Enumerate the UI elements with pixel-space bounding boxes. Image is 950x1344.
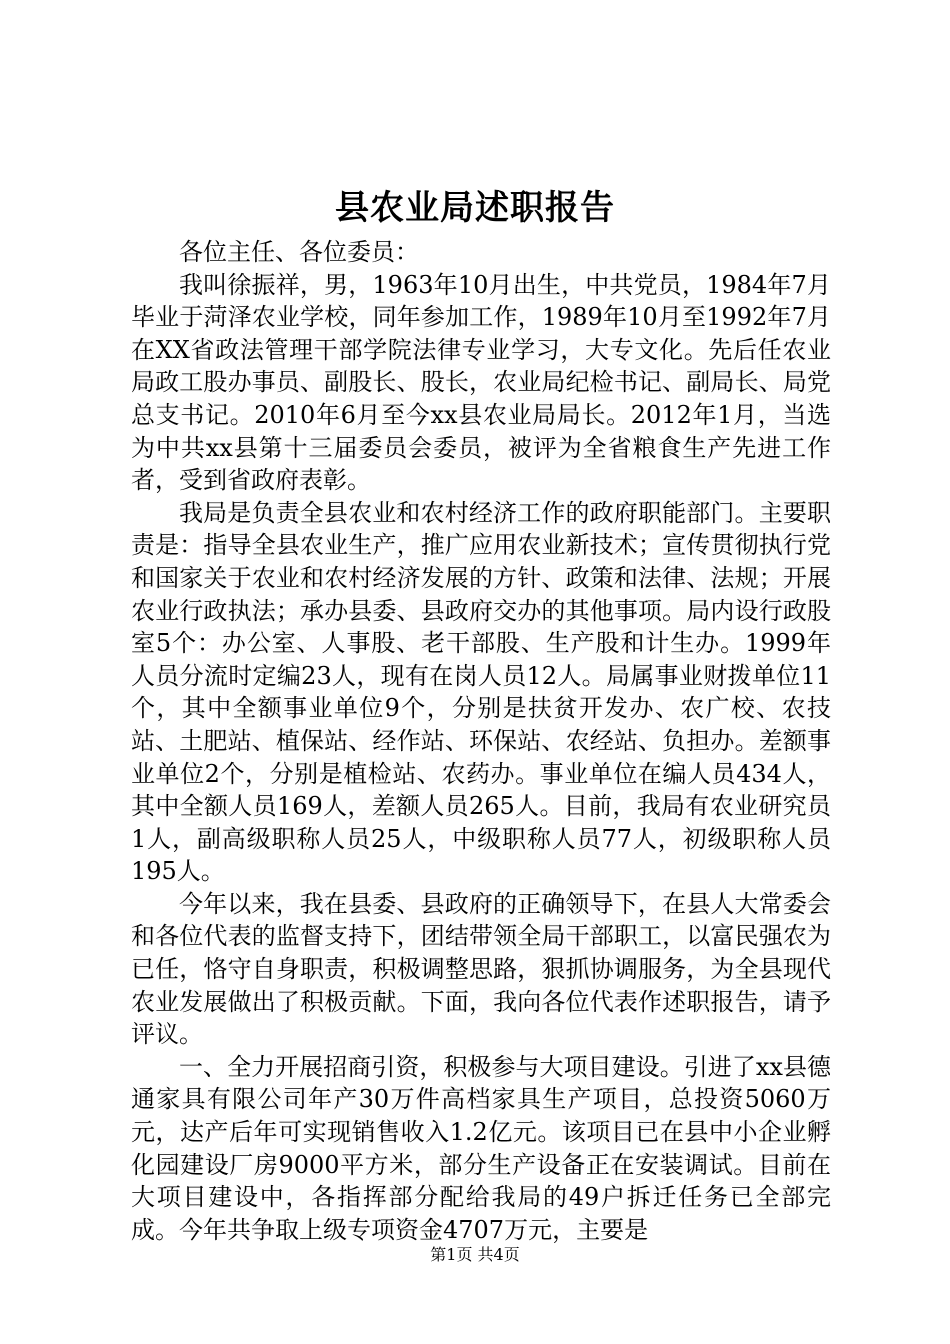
body-paragraph: 一、全力开展招商引资，积极参与大项目建设。引进了xx县德通家具有限公司年产30万件高档家具生产项目，总投资5060万元，达产后年可实现销售收入1.2亿元。该项目已在县中小企业孵化园建设厂房9000平方米，部分生产设备正在安装调试。目前在大项目建设中，各指挥部分配给我局的49户拆迁任务已全部完成。今年共争取上级专项资金4707万元，主要是: [131, 1052, 831, 1244]
body-paragraph: 我叫徐振祥，男，1963年10月出生，中共党员，1984年7月毕业于菏泽农业学校，同年参加工作，1989年10月至1992年7月在XX省政法管理干部学院法律专业学习，大专文化。先后任农业局政工股办事员、副股长、股长，农业局纪检书记、副局长、局党总支书记。2010年6月至今xx县农业局局长。2012年1月，当选为中共xx县第十三届委员会委员，被评为全省粮食生产先进工作者，受到省政府表彰。: [131, 270, 831, 495]
body-paragraph: 我局是负责全县农业和农村经济工作的政府职能部门。主要职责是：指导全县农业生产，推广应用农业新技术；宣传贯彻执行党和国家关于农业和农村经济发展的方针、政策和法律、法规；开展农业行政执法；承办县委、县政府交办的其他事项。局内设行政股室5个：办公室、人事股、老干部股、生产股和计生办。1999年人员分流时定编23人，现有在岗人员12人。局属事业财拨单位11个，其中全额事业单位9个，分别是扶贫开发办、农广校、农技站、土肥站、植保站、经作站、环保站、农经站、负担办。差额事业单位2个，分别是植检站、农药办。事业单位在编人员434人，其中全额人员169人，差额人员265人。目前，我局有农业研究员1人，副高级职称人员25人，中级职称人员77人，初级职称人员195人。: [131, 498, 831, 886]
body-paragraph: 今年以来，我在县委、县政府的正确领导下，在县人大常委会和各位代表的监督支持下，团结带领全局干部职工，以富民强农为已任，恪守自身职责，积极调整思路，狠抓协调服务，为全县现代农业发展做出了积极贡献。下面，我向各位代表作述职报告，请予评议。: [131, 889, 831, 1049]
document-body: [131, 236, 831, 1246]
page-number-footer: 第1页 共4页: [430, 1245, 520, 1264]
document-title: 县农业局述职报告: [335, 188, 615, 228]
salutation-paragraph: 各位主任、各位委员：: [179, 238, 419, 266]
